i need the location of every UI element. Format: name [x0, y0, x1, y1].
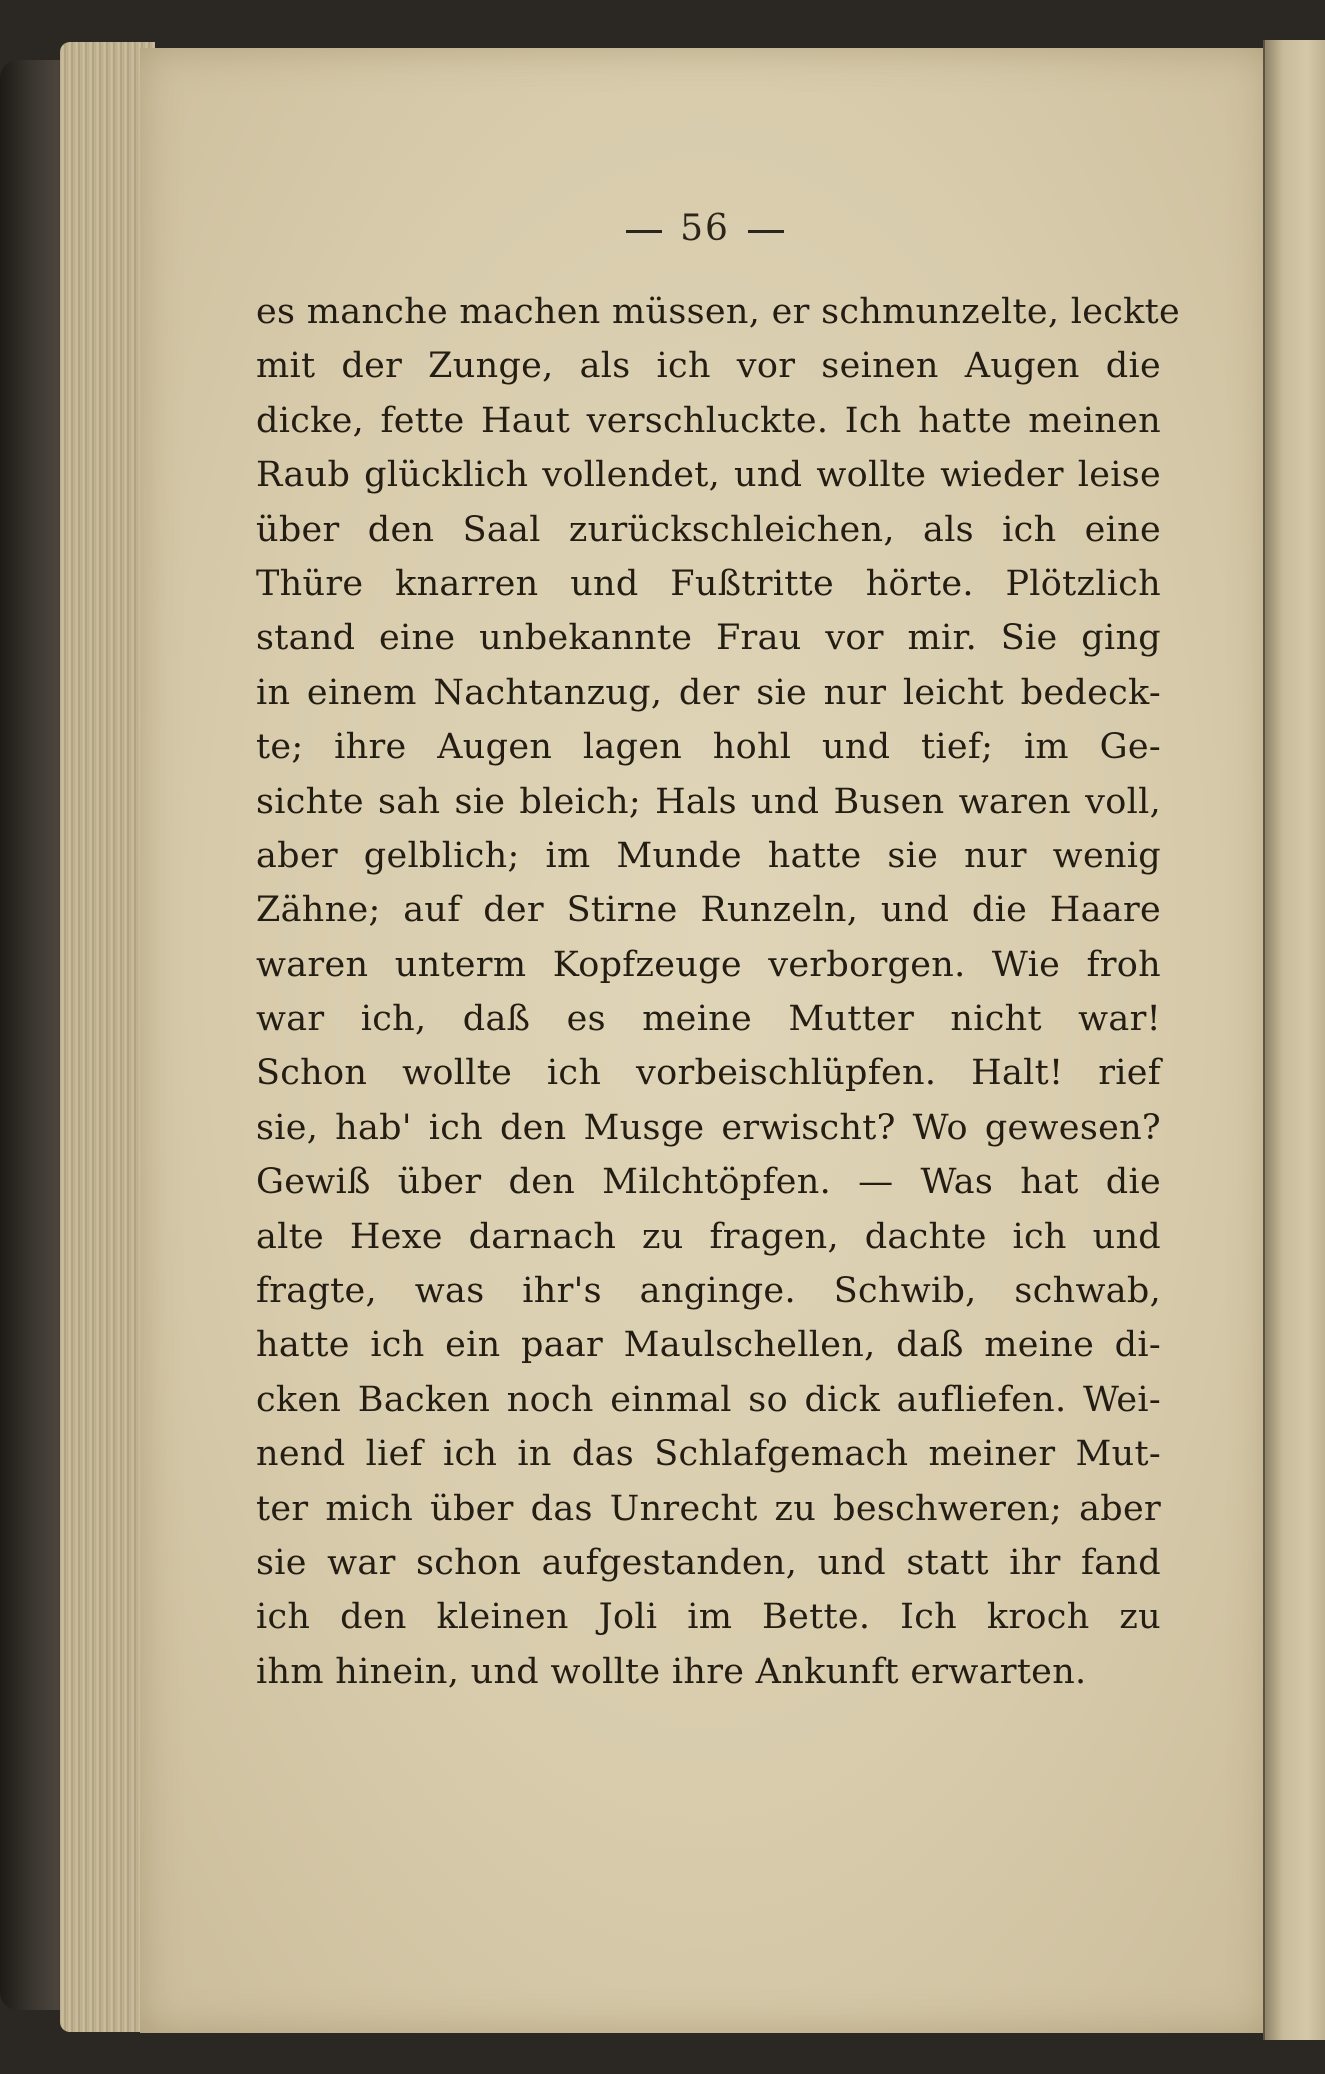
body-text	[256, 285, 1181, 1699]
header-dash-right	[748, 230, 784, 233]
text-line: es manche machen müssen, er schmunzelte, leckte	[256, 292, 1181, 332]
text-line: über den Saal zurückschleichen, als ich eine	[256, 509, 1161, 550]
text-line: cken Backen noch einmal so dick aufliefen. Wei-	[256, 1379, 1161, 1420]
text-line: ter mich über das Unrecht zu beschweren; aber	[256, 1488, 1161, 1529]
text-line: stand eine unbekannte Frau vor mir. Sie ging	[256, 618, 1161, 659]
text-line: waren unterm Kopfzeuge verborgen. Wie froh	[256, 944, 1161, 985]
text-line: Zähne; auf der Stirne Runzeln, und die Haare	[256, 890, 1161, 931]
next-page-edge	[1265, 40, 1325, 2040]
text-line: Gewiß über den Milchtöpfen. — Was hat die	[256, 1162, 1161, 1203]
header-dash-left	[626, 230, 662, 233]
text-line: mit der Zunge, als ich vor seinen Augen die	[256, 346, 1161, 387]
text-line: ich den kleinen Joli im Bette. Ich kroch zu	[256, 1597, 1161, 1638]
text-line: hatte ich ein paar Maulschellen, daß meine di-	[256, 1325, 1161, 1366]
text-line: Thüre knarren und Fußtritte hörte. Plötzlich	[256, 563, 1161, 604]
text-line: war ich, daß es meine Mutter nicht war!	[256, 999, 1161, 1040]
text-line: sichte sah sie bleich; Hals und Busen waren voll,	[256, 781, 1161, 822]
text-line: in einem Nachtanzug, der sie nur leicht bedeck-	[256, 672, 1161, 713]
text-line: ihm hinein, und wollte ihre Ankunft erwarten.	[256, 1651, 1087, 1692]
page-number: 56	[680, 208, 730, 249]
text-line: aber gelblich; im Munde hatte sie nur wenig	[256, 835, 1161, 876]
text-line: Raub glücklich vollendet, und wollte wieder leise	[256, 455, 1161, 496]
text-line: fragte, was ihr's anginge. Schwib, schwab,	[256, 1271, 1161, 1312]
text-line: sie, hab' ich den Musge erwischt? Wo gewesen?	[256, 1107, 1161, 1148]
text-line: sie war schon aufgestanden, und statt ihr fand	[256, 1542, 1161, 1583]
text-line: nend lief ich in das Schlafgemach meiner Mut-	[256, 1434, 1161, 1475]
text-line: te; ihre Augen lagen hohl und tief; im Ge-	[256, 727, 1161, 768]
page-header	[140, 208, 1270, 249]
text-line: alte Hexe darnach zu fragen, dachte ich und	[256, 1216, 1161, 1257]
text-line: Schon wollte ich vorbeischlüpfen. Halt! rief	[256, 1053, 1161, 1094]
text-line: dicke, fette Haut verschluckte. Ich hatte meinen	[256, 400, 1161, 441]
